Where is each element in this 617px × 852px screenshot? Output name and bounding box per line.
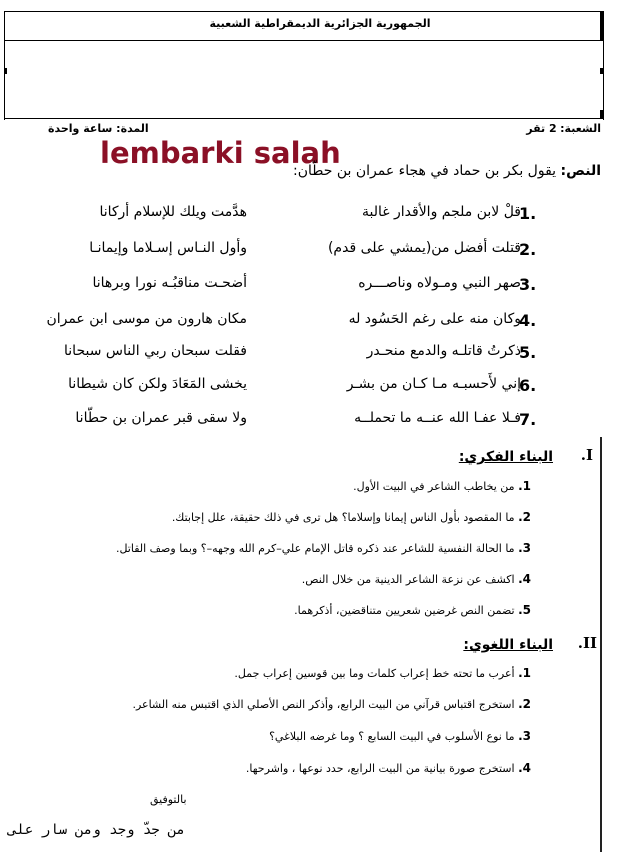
right-margin-line [600,437,602,852]
verse-ajuz: يخشى المَعَادَ ولكن كان شيطانا [68,376,247,392]
verse-row [17,275,547,303]
section1-roman: I. [580,446,593,464]
text-intro: يقول بكر بن حماد في هجاء عمران بن حطّان: [293,163,557,179]
verse-row [17,240,547,268]
verse-ajuz: مكان هارون من موسى ابن عمران [46,311,247,327]
question-item [0,541,531,555]
question-number: 2. [518,510,531,524]
question-item [31,572,531,586]
verse-number: 2. [519,240,537,259]
right-border-mark-3 [600,110,603,119]
verse-ajuz: هدَّمت ويلك للإسلام أركانا [99,204,247,220]
question-item [0,697,531,711]
verse-ajuz: أضحـت مناقبُـه نورا وبرهانا [92,275,247,291]
question-number: 1. [518,479,531,493]
question-text: تضمن النص غرضين شعريين متناقضين، أذكرهما. [294,604,515,617]
left-border-mark [4,68,7,74]
verse-number: 5. [519,343,537,362]
header-divider [4,40,603,41]
question-number: 5. [518,603,531,617]
verse-number: 7. [519,410,537,429]
verse-row [17,410,547,438]
question-text: استخرج صورة بيانية من البيت الرابع، حدد نوعها ، واشرحها. [245,762,515,775]
question-number: 2. [518,697,531,711]
text-label: النص: [560,163,601,179]
question-item [31,479,531,493]
verse-number: 1. [519,204,537,223]
question-item [31,510,531,524]
question-item [31,666,531,680]
class-line [526,122,601,135]
question-item [31,729,531,743]
class-value: 2 تقر [526,122,557,135]
question-number: 1. [518,666,531,680]
verse-sadr: ذكرتُ قاتلـه والدمع منحـدر [366,343,521,359]
signoff: بالتوفيق [150,793,187,806]
verse-ajuz: ولا سقى قبر عمران بن حطّانا [75,410,247,426]
question-item [31,603,531,617]
question-text: ما الحالة النفسية للشاعر عند ذكره قاتل الإمام علي–كرم الله وجهه–؟ وبما وصف القاتل. [115,542,515,555]
header-bottom-line [4,118,603,119]
verse-number: 4. [519,311,537,330]
right-border-mark [600,11,603,41]
verse-number: 6. [519,376,537,395]
verse-sadr: فـلا عفـا الله عنــه ما تحملــه [354,410,521,426]
verse-ajuz: فقلت سبحان ربي الناس سبحانا [64,343,247,359]
question-text: اكشف عن نزعة الشاعر الدينية من خلال النص. [301,573,515,586]
duration: المدة: ساعة واحدة [48,122,149,135]
verse-sadr: إني لأَحسبـه مـا كـان من بشـر [346,376,521,392]
right-border-mark-2 [600,68,603,74]
question-number: 4. [518,761,531,775]
verse-sadr: وكان منه على رغم الحَسُود له [348,311,521,327]
question-text: ما المقصود بأول الناس إيمانا وإسلاما؟ هل ترى في ذلك حقيقة، علل إجابتك. [171,511,515,524]
question-number: 3. [518,541,531,555]
section2-heading [463,634,597,653]
verse-sadr: قتلت أفضل من(يمشي على قدم) [327,240,521,256]
section2-roman: II. [577,634,597,652]
question-number: 3. [518,729,531,743]
footer-proverb: من جدّ وجد ومن سار على [8,822,186,838]
section2-title: البناء اللغوي: [463,637,553,653]
section1-title: البناء الفكري: [458,449,553,465]
question-text: ما نوع الأسلوب في البيت السابع ؟ وما غرضه البلاغي؟ [269,730,515,743]
question-text: استخرج اقتباس قرآني من البيت الرابع، وأذكر النص الأصلي الذي اقتبس منه الشاعر. [132,698,515,711]
watermark: lembarki salah [100,136,341,170]
verse-number: 3. [519,275,537,294]
verse-row [17,311,547,339]
verse-row [17,204,547,232]
question-item [31,761,531,775]
question-number: 4. [518,572,531,586]
class-label: الشعبة: [560,122,601,135]
text-intro-line [293,163,601,179]
republic-title: الجمهورية الجزائرية الديمقراطية الشعبية [209,17,431,30]
verse-ajuz: وأول النـاس إسـلاما وإيمانـا [89,240,247,256]
section1-heading [458,446,593,465]
verse-row [17,343,547,371]
question-text: أعرب ما تحته خط إعراب كلمات وما بين قوسين إعراب جمل. [234,667,515,680]
verse-sadr: قلْ لابن ملجم والأقدار غالبة [361,204,521,220]
verse-row [17,376,547,404]
question-text: من يخاطب الشاعر في البيت الأول. [353,480,515,493]
verse-sadr: صهر النبي ومـولاه وناصـــره [358,275,521,291]
